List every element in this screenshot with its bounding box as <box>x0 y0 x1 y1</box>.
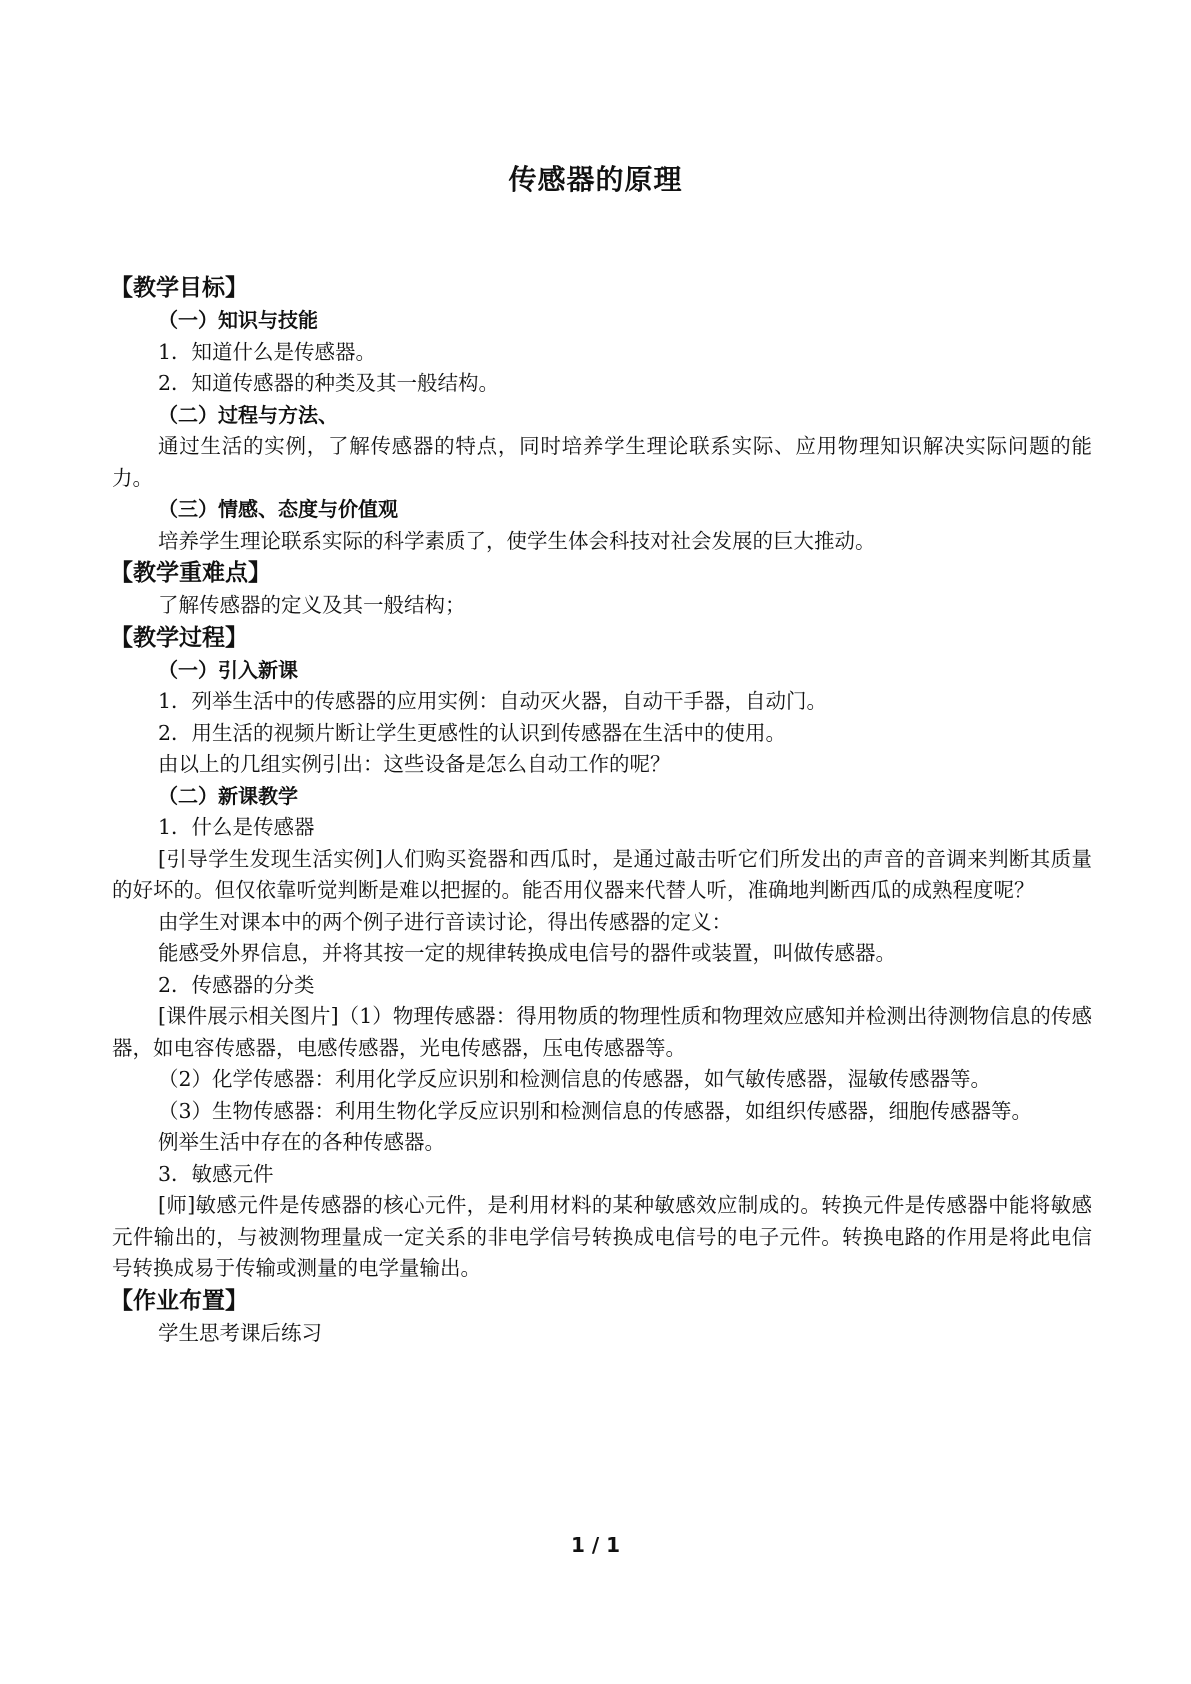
knowledge-skills-subheading: （一）知识与技能 <box>158 308 318 332</box>
objective-item-1: 1．知道什么是传感器。 <box>158 339 377 364</box>
sensor-definition: 能感受外界信息，并将其按一定的规律转换成电信号的器件或装置，叫做传感器。 <box>158 941 896 965</box>
page-number: 1 / 1 <box>570 1533 621 1557</box>
homework-text: 学生思考课后练习 <box>158 1320 322 1345</box>
process-method-subheading: （二）过程与方法、 <box>158 402 338 427</box>
process-heading: 【教学过程】 <box>110 624 248 651</box>
document-body <box>112 272 1092 1349</box>
homework-heading: 【作业布置】 <box>110 1287 248 1314</box>
sensor-examples-paragraph: 例举生活中存在的各种传感器。 <box>158 1130 445 1154</box>
physical-sensor-paragraph: [课件展示相关图片]（1）物理传感器：得用物质的物理性质和物理效应感知并检测出待测物信息的传感器，如电容传感器，电感传感器，光电传感器，压电传感器等。 <box>112 1004 1092 1060</box>
what-is-sensor-paragraph-2: 由学生对课本中的两个例子进行音读讨论，得出传感器的定义： <box>158 909 732 934</box>
attitude-values-text: 培养学生理论联系实际的科学素质了，使学生体会科技对社会发展的巨大推动。 <box>158 528 876 553</box>
what-is-sensor-title: 1．什么是传感器 <box>158 815 315 839</box>
intro-item-1: 1．列举生活中的传感器的应用实例：自动灭火器，自动干手器，自动门。 <box>158 689 828 713</box>
sensitive-element-paragraph: [师]敏感元件是传感器的核心元件，是利用材料的某种敏感效应制成的。转换元件是传感器中能将敏感元件输出的，与被测物理量成一定关系的非电学信号转换成电信号的电子元件。转换电路的作用是将此电信号转换成易于传输或测量的电学量输出。 <box>112 1193 1092 1280</box>
process-method-text: 通过生活的实例，了解传感器的特点，同时培养学生理论联系实际、应用物理知识解决实际问题的能力。 <box>112 434 1092 490</box>
sensitive-element-title: 3．敏感元件 <box>158 1161 274 1186</box>
attitude-values-subheading: （三）情感、态度与价值观 <box>158 497 398 521</box>
intro-item-2: 2．用生活的视频片断让学生更感性的认识到传感器在生活中的使用。 <box>158 720 787 745</box>
new-lesson-subheading: （二）新课教学 <box>158 783 298 808</box>
what-is-sensor-paragraph-1: [引导学生发现生活实例]人们购买瓷器和西瓜时，是通过敲击听它们所发出的声音的音调来判断其质量的好坏的。但仅依靠听觉判断是难以把握的。能否用仪器来代替人听，准确地判断西瓜的成熟程度呢？ <box>112 846 1092 902</box>
intro-subheading: （一）引入新课 <box>158 657 298 682</box>
page-title: 传感器的原理 <box>508 163 683 196</box>
chemical-sensor-paragraph: （2）化学传感器：利用化学反应识别和检测信息的传感器，如气敏传感器，湿敏传感器等。 <box>158 1067 992 1091</box>
classification-title: 2．传感器的分类 <box>158 972 315 997</box>
keypoints-heading: 【教学重难点】 <box>110 560 271 586</box>
biological-sensor-paragraph: （3）生物传感器：利用生物化学反应识别和检测信息的传感器，如组织传感器，细胞传感器等。 <box>158 1098 1033 1123</box>
keypoints-text: 了解传感器的定义及其一般结构； <box>158 593 466 617</box>
intro-item-3: 由以上的几组实例引出：这些设备是怎么自动工作的呢？ <box>158 752 671 776</box>
objectives-heading: 【教学目标】 <box>110 275 248 301</box>
objective-item-2: 2．知道传感器的种类及其一般结构。 <box>158 371 500 395</box>
